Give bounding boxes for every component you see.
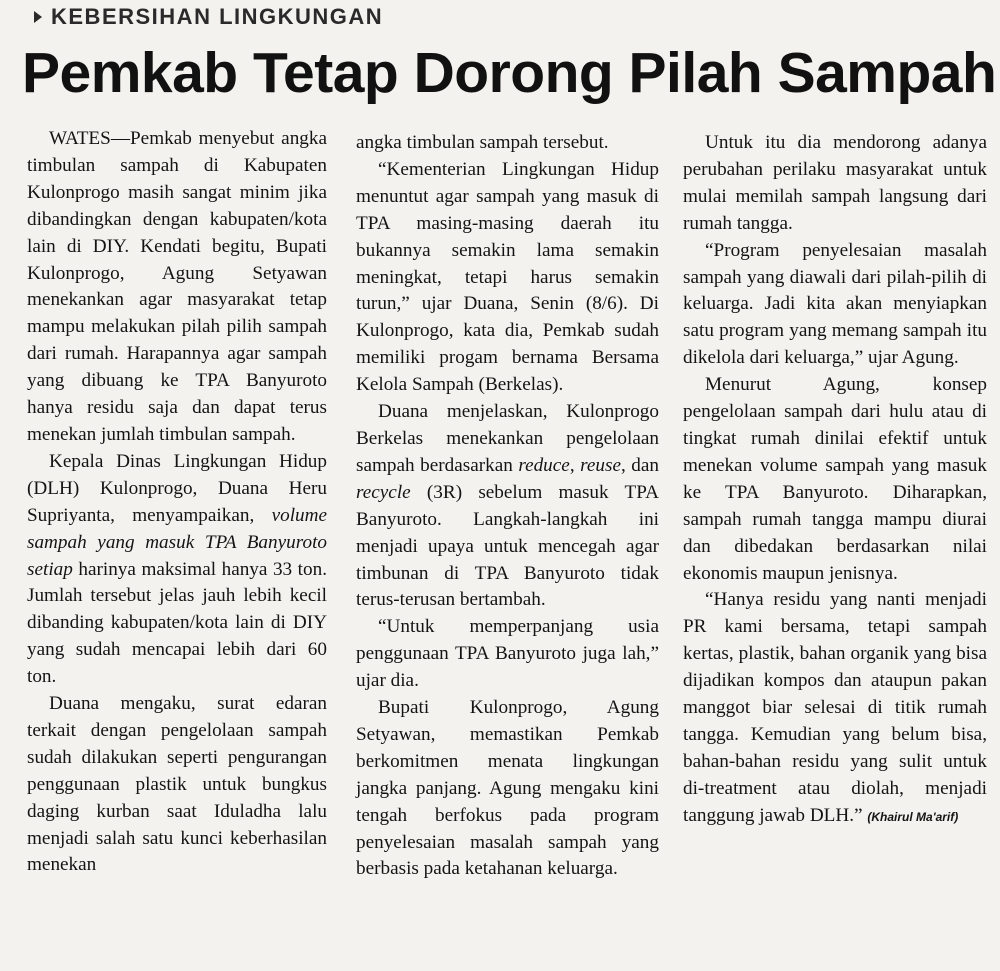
- headline: Pemkab Tetap Dorong Pilah Sampah: [22, 41, 997, 105]
- paragraph: angka timbulan sampah tersebut.: [356, 132, 609, 153]
- paragraph: [27, 449, 327, 691]
- article-column-1: [27, 126, 327, 879]
- paragraph-text: “Hanya residu yang nanti menjadi PR kami bersama, tetapi sampah kertas, plastik, bahan organik yang bisa dijadikan kompos dan ataupun pakan manggot biar selesai di titik rumah tangga. Kemudian yang belum bisa, bahan-bahan residu yang sulit untuk di-treatment atau diolah, menjadi tanggung jawab DLH.”: [683, 589, 987, 826]
- term-recycle: recycle: [356, 481, 411, 503]
- paragraph: Bupati Kulonprogo, Agung Setyawan, memastikan Pemkab berkomitmen menata lingkungan jangka panjang. Agung mengaku kini tengah berfokus pada program penyelesaian masalah sampah yang berbasis pada ketahanan keluarga.: [356, 697, 659, 880]
- paragraph-text: Kepala Dinas Lingkungan Hidup (DLH) Kulonprogo, Duana Heru Supriyanta, menyampaikan,: [27, 450, 327, 526]
- paragraph: [683, 587, 987, 830]
- term-reuse: reuse: [580, 454, 621, 476]
- paragraph-text: harinya maksimal hanya 33 ton. Jumlah tersebut jelas jauh lebih kecil dibanding kabupaten/kota lain di DIY yang sudah mencapai lebih dari 60 ton.: [27, 558, 327, 688]
- article-column-2: [356, 130, 659, 883]
- byline: (Khairul Ma'arif): [867, 809, 959, 824]
- paragraph-text: (3R) sebelum masuk TPA Banyuroto. Langkah-langkah ini menjadi upaya untuk mencegah agar timbunan di TPA Banyuroto tidak terus-terusan bertambah.: [356, 481, 659, 611]
- paragraph-text: Duana menjelaskan, Kulonprogo Berkelas menekankan pengelolaan sampah berdasarkan: [356, 401, 659, 476]
- rubric-label: KEBERSIHAN LINGKUNGAN: [51, 4, 384, 29]
- paragraph: “Program penyelesaian masalah sampah yang diawali dari pilah-pilih di keluarga. Jadi kita akan menyiapkan satu program yang memang sampah itu dikelola dari keluarga,” ujar Agung.: [683, 239, 987, 369]
- paragraph: [356, 399, 659, 614]
- paragraph-text: , dan: [620, 454, 659, 476]
- section-rubric: [34, 4, 383, 30]
- article-column-3: [683, 130, 987, 831]
- paragraph: WATES—Pemkab menyebut angka timbulan sampah di Kabupaten Kulonprogo masih sangat minim jika dibandingkan dengan kabupaten/kota lain di DIY. Kendati begitu, Bupati Kulonprogo, Agung Setyawan menekankan agar masyarakat tetap mampu melakukan pilah pilih sampah dari rumah. Harapannya agar sampah yang dibuang ke TPA Banyuroto hanya residu saja dan dapat terus menekan jumlah timbulan sampah.: [27, 128, 327, 445]
- paragraph: Menurut Agung, konsep pengelolaan sampah dari hulu atau di tingkat rumah dinilai efektif untuk menekan volume sampah yang masuk ke TPA Banyuroto. Diharapkan, sampah rumah tangga mampu diurai dan dibedakan berdasarkan nilai ekonomis maupun jenisnya.: [683, 374, 987, 584]
- paragraph: “Untuk memperpanjang usia penggunaan TPA Banyuroto juga lah,” ujar dia.: [356, 616, 659, 692]
- paragraph: “Kementerian Lingkungan Hidup menuntut agar sampah yang masuk di TPA masing-masing daerah itu bukannya semakin lama semakin meningkat, tetapi harus semakin turun,” ujar Duana, Senin (8/6). Di Kulonprogo, kata dia, Pemkab sudah memiliki progam bernama Bersama Kelola Sampah (Berkelas).: [356, 158, 659, 396]
- paragraph: Untuk itu dia mendorong adanya perubahan perilaku masyarakat untuk mulai memilah sampah langsung dari rumah tangga.: [683, 132, 987, 234]
- paragraph: Duana mengaku, surat edaran terkait dengan pengelolaan sampah sudah dilakukan seperti pengurangan penggunaan plastik untuk bungkus daging kurban saat Iduladha lalu menjadi salah satu kunci keberhasilan menekan: [27, 693, 327, 876]
- triangle-right-icon: [34, 11, 42, 23]
- paragraph-emphasis: volume sampah yang masuk TPA Banyuroto setiap: [27, 504, 327, 580]
- term-reduce: reduce: [518, 454, 570, 476]
- paragraph-text: ,: [569, 454, 581, 476]
